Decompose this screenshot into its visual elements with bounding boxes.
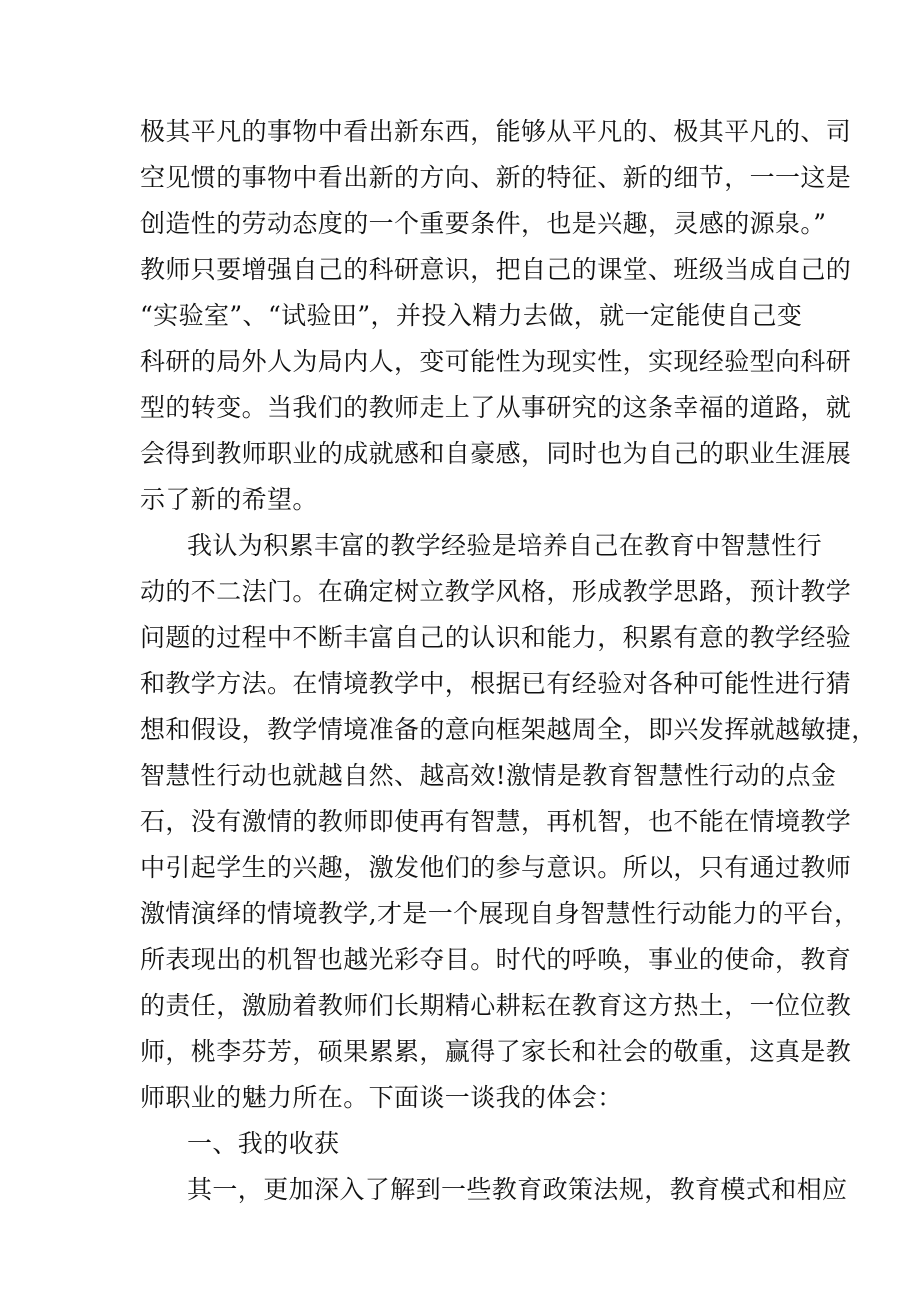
text-line: 和教学方法。在情境教学中，根据已有经验对各种可能性进行猜 xyxy=(140,669,852,698)
text-line: 教师只要增强自己的科研意识，把自己的课堂、班级当成自己的 xyxy=(140,255,852,284)
text-line: 所表现出的机智也越光彩夺目。时代的呼唤，事业的使命，教育 xyxy=(140,945,852,974)
text-line: 极其平凡的事物中看出新东西，能够从平凡的、极其平凡的、司 xyxy=(140,117,852,146)
text-line: 想和假设，教学情境准备的意向框架越周全，即兴发挥就越敏捷， xyxy=(140,715,877,744)
text-line: 空见惯的事物中看出新的方向、新的特征、新的细节，一一这是 xyxy=(140,163,852,192)
text-line: 问题的过程中不断丰富自己的认识和能力，积累有意的教学经验 xyxy=(140,623,852,652)
text-line: 科研的局外人为局内人，变可能性为现实性，实现经验型向科研 xyxy=(140,347,852,376)
text-line: 的责任，激励着教师们长期精心耕耘在教育这方热土，一位位教 xyxy=(140,991,852,1020)
text-line: 型的转变。当我们的教师走上了从事研究的这条幸福的道路，就 xyxy=(140,393,852,422)
text-line: 中引起学生的兴趣，激发他们的参与意识。所以，只有通过教师 xyxy=(140,853,852,882)
text-line: 创造性的劳动态度的一个重要条件，也是兴趣，灵感的源泉。” xyxy=(140,209,827,238)
text-line: 师，桃李芬芳，硕果累累，赢得了家长和社会的敬重，这真是教 xyxy=(140,1037,852,1066)
section-heading: 一、我的收获 xyxy=(187,1129,340,1158)
text-line: 激情演绎的情境教学,才是一个展现自身智慧性行动能力的平台， xyxy=(140,899,860,928)
text-line: 动的不二法门。在确定树立教学风格，形成教学思路，预计教学 xyxy=(140,577,852,606)
text-line: 智慧性行动也就越自然、越高效!激情是教育智慧性行动的点金 xyxy=(140,761,837,790)
text-line: 石，没有激情的教师即使再有智慧，再机智，也不能在情境教学 xyxy=(140,807,852,836)
text-line: 会得到教师职业的成就感和自豪感，同时也为自己的职业生涯展 xyxy=(140,439,852,468)
text-line: “实验室”、“试验田”，并投入精力去做，就一定能使自己变 xyxy=(140,301,803,330)
paragraph-first-line: 我认为积累丰富的教学经验是培养自己在教育中智慧性行 xyxy=(187,531,823,560)
text-line: 师职业的魅力所在。下面谈一谈我的体会： xyxy=(140,1083,623,1112)
paragraph-first-line: 其一，更加深入了解到一些教育政策法规，教育模式和相应 xyxy=(187,1175,848,1204)
text-line: 示了新的希望。 xyxy=(140,485,318,514)
